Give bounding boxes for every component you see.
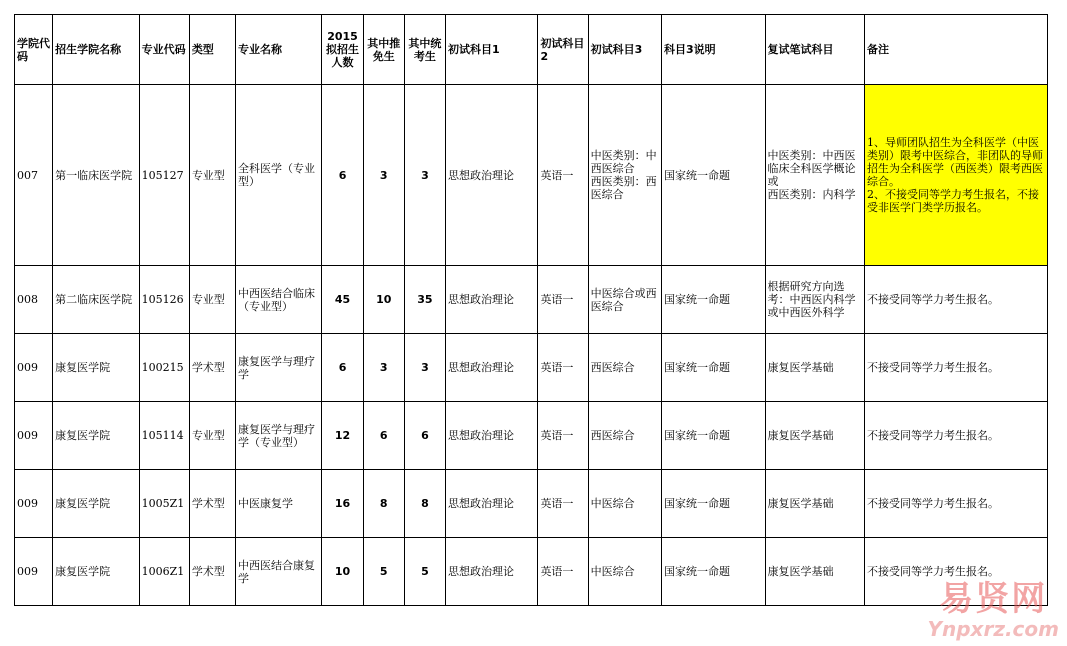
cell-subject3: 中医综合或西医综合 [588,266,661,334]
cell-plan: 10 [322,538,363,606]
cell-exempt: 10 [363,266,404,334]
header-remarks: 备注 [864,15,1047,85]
cell-remarks: 不接受同等学力考生报名。 [864,402,1047,470]
cell-subject2: 英语一 [538,85,588,266]
header-subject1: 初试科目1 [446,15,538,85]
cell-retest: 中医类别：中西医临床全科医学概论 或 西医类别：内科学 [765,85,864,266]
cell-college-name: 第一临床医学院 [53,85,139,266]
cell-plan: 12 [322,402,363,470]
cell-major-name: 全科医学（专业型） [236,85,322,266]
cell-subject3-note: 国家统一命题 [662,470,766,538]
cell-retest: 康复医学基础 [765,538,864,606]
cell-major-code: 105126 [139,266,189,334]
cell-remarks: 不接受同等学力考生报名。 [864,538,1047,606]
header-subject3-note: 科目3说明 [662,15,766,85]
admissions-table [14,14,1048,606]
cell-college-code: 008 [15,266,53,334]
cell-exempt: 3 [363,85,404,266]
cell-college-name: 第二临床医学院 [53,266,139,334]
cell-college-code: 009 [15,538,53,606]
cell-subject1: 思想政治理论 [446,402,538,470]
cell-subject3: 西医综合 [588,402,661,470]
cell-exam: 5 [404,538,445,606]
cell-major-name: 中西医结合临床（专业型） [236,266,322,334]
cell-subject1: 思想政治理论 [446,266,538,334]
watermark-url-text: Ynpxrz.com [927,617,1059,641]
cell-subject1: 思想政治理论 [446,538,538,606]
cell-college-code: 007 [15,85,53,266]
cell-subject2: 英语一 [538,402,588,470]
cell-exempt: 5 [363,538,404,606]
cell-remarks: 不接受同等学力考生报名。 [864,266,1047,334]
header-exempt: 其中推免生 [363,15,404,85]
table-row [15,85,1048,266]
cell-major-code: 105114 [139,402,189,470]
table-row [15,470,1048,538]
cell-plan: 16 [322,470,363,538]
cell-retest: 康复医学基础 [765,334,864,402]
cell-type: 学术型 [189,334,235,402]
cell-major-code: 100215 [139,334,189,402]
cell-plan: 6 [322,85,363,266]
cell-exempt: 6 [363,402,404,470]
cell-retest: 康复医学基础 [765,402,864,470]
table-header-row [15,15,1048,85]
cell-type: 学术型 [189,538,235,606]
table-row [15,266,1048,334]
header-plan: 2015拟招生人数 [322,15,363,85]
watermark-main-text: 易贤网 [939,579,1048,619]
cell-retest: 根据研究方向选考：中西医内科学或中西医外科学 [765,266,864,334]
cell-remarks: 不接受同等学力考生报名。 [864,334,1047,402]
cell-college-name: 康复医学院 [53,334,139,402]
cell-exam: 35 [404,266,445,334]
cell-type: 专业型 [189,266,235,334]
cell-major-name: 中医康复学 [236,470,322,538]
cell-college-code: 009 [15,402,53,470]
cell-exempt: 8 [363,470,404,538]
table-row [15,538,1048,606]
cell-college-code: 009 [15,470,53,538]
cell-subject1: 思想政治理论 [446,334,538,402]
cell-subject1: 思想政治理论 [446,470,538,538]
cell-major-name: 康复医学与理疗学 [236,334,322,402]
header-subject3: 初试科目3 [588,15,661,85]
cell-subject3-note: 国家统一命题 [662,266,766,334]
cell-exam: 3 [404,85,445,266]
cell-subject3: 西医综合 [588,334,661,402]
cell-college-code: 009 [15,334,53,402]
cell-major-code: 1005Z1 [139,470,189,538]
cell-subject3: 中医综合 [588,470,661,538]
cell-exam: 8 [404,470,445,538]
cell-type: 专业型 [189,85,235,266]
header-major-code: 专业代码 [139,15,189,85]
cell-subject3: 中医综合 [588,538,661,606]
cell-major-code: 1006Z1 [139,538,189,606]
cell-subject3-note: 国家统一命题 [662,85,766,266]
cell-college-name: 康复医学院 [53,470,139,538]
cell-retest: 康复医学基础 [765,470,864,538]
cell-subject2: 英语一 [538,266,588,334]
cell-exam: 6 [404,402,445,470]
cell-plan: 6 [322,334,363,402]
cell-major-code: 105127 [139,85,189,266]
cell-subject3: 中医类别：中西医综合 西医类别：西医综合 [588,85,661,266]
cell-college-name: 康复医学院 [53,538,139,606]
cell-subject2: 英语一 [538,470,588,538]
header-subject2: 初试科目2 [538,15,588,85]
cell-major-name: 中西医结合康复学 [236,538,322,606]
header-retest: 复试笔试科目 [765,15,864,85]
cell-college-name: 康复医学院 [53,402,139,470]
cell-subject1: 思想政治理论 [446,85,538,266]
header-major-name: 专业名称 [236,15,322,85]
cell-remarks-highlighted: 1、导师团队招生为全科医学（中医类别）限考中医综合，非团队的导师招生为全科医学（西医类）限考西医综合。 2、不接受同等学力考生报名，不接受非医学门类学历报名。 [864,85,1047,266]
cell-subject3-note: 国家统一命题 [662,334,766,402]
header-type: 类型 [189,15,235,85]
cell-type: 学术型 [189,470,235,538]
cell-exam: 3 [404,334,445,402]
cell-major-name: 康复医学与理疗学（专业型） [236,402,322,470]
cell-exempt: 3 [363,334,404,402]
cell-type: 专业型 [189,402,235,470]
cell-subject3-note: 国家统一命题 [662,402,766,470]
header-college-name: 招生学院名称 [53,15,139,85]
cell-subject2: 英语一 [538,334,588,402]
cell-subject2: 英语一 [538,538,588,606]
header-exam: 其中统考生 [404,15,445,85]
cell-subject3-note: 国家统一命题 [662,538,766,606]
cell-remarks: 不接受同等学力考生报名。 [864,470,1047,538]
header-college-code: 学院代码 [15,15,53,85]
table-row [15,402,1048,470]
table-row [15,334,1048,402]
cell-plan: 45 [322,266,363,334]
